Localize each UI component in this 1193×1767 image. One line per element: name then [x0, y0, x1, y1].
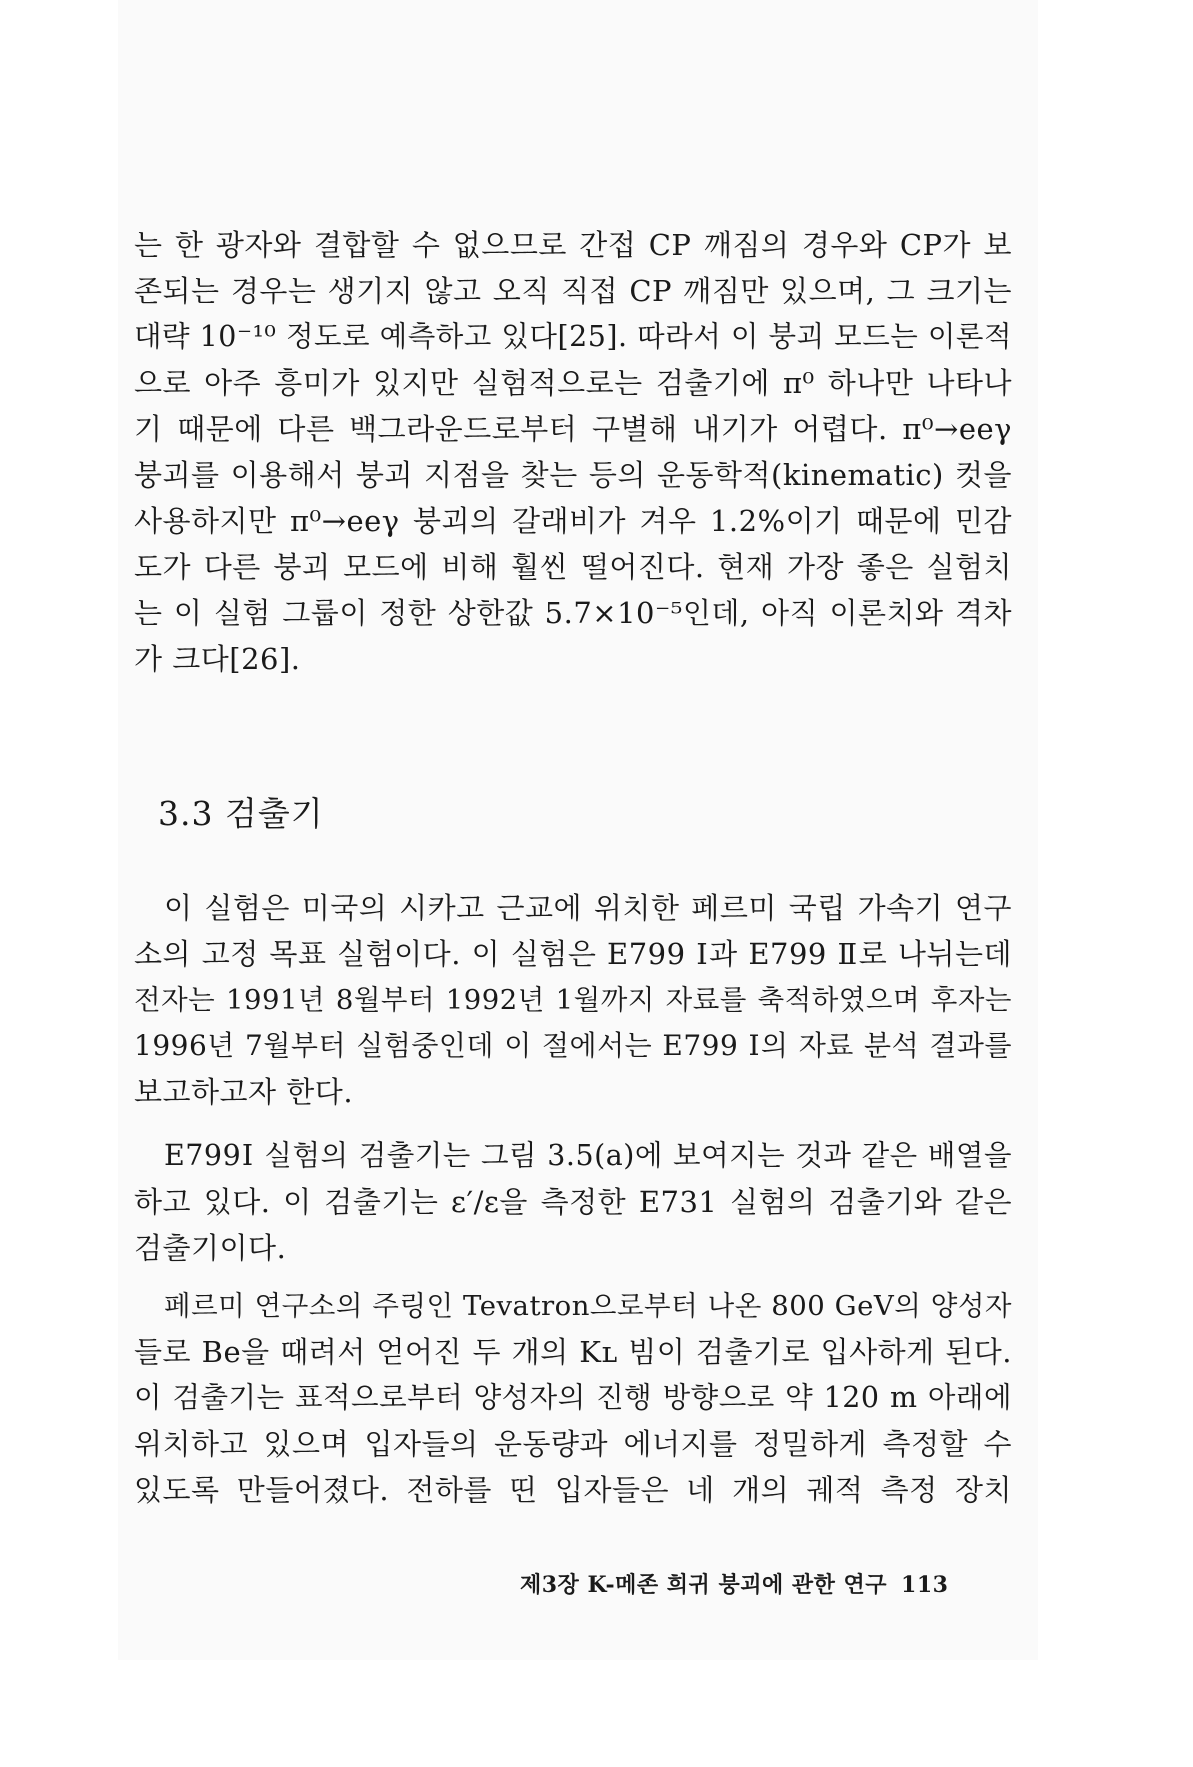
text-line: 들로 Be을 때려서 얻어진 두 개의 Kʟ 빔이 검출기로 입사하게 된다. [134, 1335, 1012, 1369]
paragraph-3 [134, 1133, 1012, 1271]
text-line: 검출기이다. [134, 1231, 287, 1265]
text-line: 도가 다른 붕괴 모드에 비해 훨씬 떨어진다. 현재 가장 좋은 실험치 [134, 550, 1012, 584]
text-line: 는 이 실험 그룹이 정한 상한값 5.7×10⁻⁵인데, 아직 이론치와 격차 [134, 596, 1012, 630]
text-line: 가 크다[26]. [134, 642, 301, 676]
text-line: E799Ⅰ 실험의 검출기는 그림 3.5(a)에 보여지는 것과 같은 배열을 [164, 1139, 1012, 1172]
section-heading: 3.3 검출기 [158, 794, 324, 833]
paragraph-2 [134, 885, 1012, 1115]
text-line: 붕괴를 이용해서 붕괴 지점을 찾는 등의 운동학적(kinematic) 컷을 [134, 458, 1012, 492]
text-line: 이 실험은 미국의 시카고 근교에 위치한 페르미 국립 가속기 연구 [164, 891, 1012, 925]
page-number: 113 [901, 1572, 949, 1598]
text-line: 소의 고정 목표 실험이다. 이 실험은 E799 Ⅰ과 E799 Ⅱ로 나뉘는데 [134, 937, 1012, 971]
paragraph-1 [134, 222, 1012, 682]
text-line: 기 때문에 다른 백그라운드로부터 구별해 내기가 어렵다. π⁰→eeγ [134, 412, 1012, 446]
running-footer [520, 1568, 948, 1599]
text-line: 하고 있다. 이 검출기는 ε′/ε을 측정한 E731 실험의 검출기와 같은 [134, 1185, 1012, 1219]
text-line: 는 한 광자와 결합할 수 없으므로 간접 CP 깨짐의 경우와 CP가 보 [134, 228, 1012, 262]
text-line: 1996년 7월부터 실험중인데 이 절에서는 E799 Ⅰ의 자료 분석 결과를 [134, 1029, 1012, 1062]
text-line: 대략 10⁻¹⁰ 정도로 예측하고 있다[25]. 따라서 이 붕괴 모드는 이론적 [134, 320, 1012, 353]
text-line: 위치하고 있으며 입자들의 운동량과 에너지를 정밀하게 측정할 수 [134, 1427, 1012, 1461]
text-line: 존되는 경우는 생기지 않고 오직 직접 CP 깨짐만 있으며, 그 크기는 [134, 274, 1012, 308]
running-title: 제3장 K-메존 희귀 붕괴에 관한 연구 [520, 1572, 888, 1598]
text-line: 페르미 연구소의 주링인 Tevatron으로부터 나온 800 GeV의 양성자 [164, 1290, 1012, 1322]
text-line: 이 검출기는 표적으로부터 양성자의 진행 방향으로 약 120 m 아래에 [134, 1381, 1012, 1414]
text-line: 보고하고자 한다. [134, 1075, 354, 1109]
text-line: 있도록 만들어졌다. 전하를 띤 입자들은 네 개의 궤적 측정 장치 [134, 1473, 1012, 1507]
paragraph-4 [134, 1283, 1012, 1513]
text-line: 사용하지만 π⁰→eeγ 붕괴의 갈래비가 겨우 1.2%이기 때문에 민감 [134, 504, 1012, 538]
text-line: 전자는 1991년 8월부터 1992년 1월까지 자료를 축적하였으며 후자는 [134, 984, 1012, 1016]
text-line: 으로 아주 흥미가 있지만 실험적으로는 검출기에 π⁰ 하나만 나타나 [134, 366, 1012, 400]
